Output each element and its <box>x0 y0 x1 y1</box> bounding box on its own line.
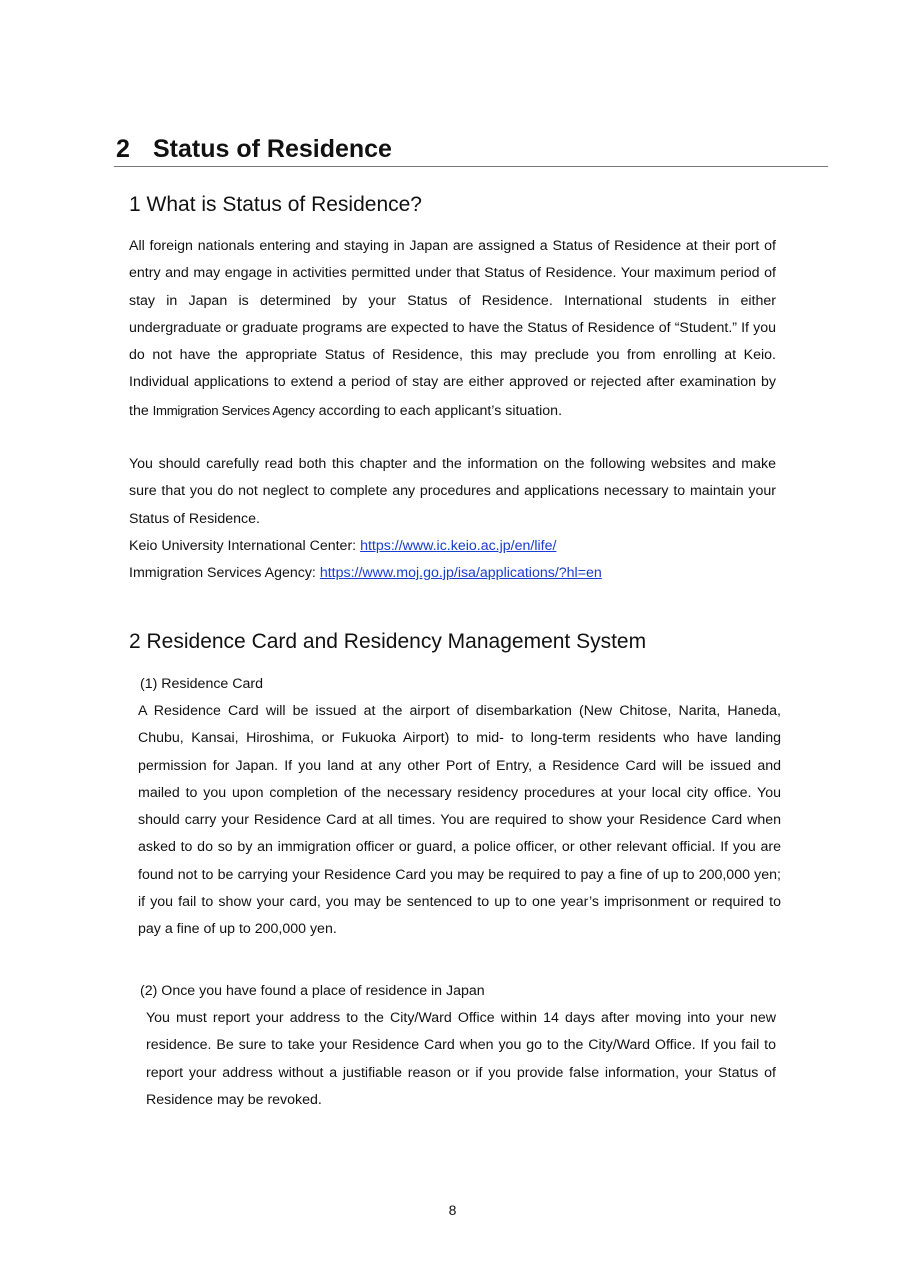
chapter-title <box>116 133 392 165</box>
subsection-1-heading: (1) Residence Card <box>140 676 264 692</box>
section-1-paragraph-1 <box>129 233 776 425</box>
subsection-2-heading: (2) Once you have found a place of residence in Japan <box>140 983 485 999</box>
page-number: 8 <box>448 1202 457 1218</box>
keio-center-label: Keio University International Center: <box>129 538 361 554</box>
subsection-1-text: A Residence Card will be issued at the airport of disembarkation (New Chitose, Narita, Haneda, Chubu, Kansai, Hiroshima, or Fukuoka Airport) to mid- to long-term residents who have landing permission for Japan. If you land at any other Port of Entry, a Residence Card will be issued and mailed to you upon completion of the necessary residency procedures at your local city office. You should carry your Residence Card at all times. You are required to show your Residence Card when asked to do so by an immigration officer or guard, a police officer, or other relevant official. If you are found not to be carrying your Residence Card you may be required to pay a fine of up to 200,000 yen; if you fail to show your card, you may be sentenced to up to one year’s imprisonment or required to pay a fine of up to 200,000 yen. <box>138 703 781 938</box>
chapter-title-text: Status of Residence <box>153 135 392 163</box>
keio-center-link[interactable]: https://www.ic.keio.ac.jp/en/life/ <box>360 538 557 554</box>
agency-name: Immigration Services Agency <box>152 402 315 418</box>
immigration-agency-label: Immigration Services Agency: <box>129 565 320 581</box>
paragraph-text: according to each applicant’s situation. <box>314 402 563 419</box>
immigration-agency-line <box>129 560 776 587</box>
section-1-paragraph-2: You should carefully read both this chapter and the information on the following websites and make sure that you do not neglect to complete any procedures and applications necessary to maintain your Status of Residence. <box>129 456 776 527</box>
paragraph-text: All foreign nationals entering and staying in Japan are assigned a Status of Residence at their port of entry and may engage in activities permitted under that Status of Residence. Your maximum period of stay in Japan is determined by your Status of Residence. International students in either undergraduate or graduate programs are expected to have the Status of Residence of “Student.” If you do not have the appropriate Status of Residence, this may preclude you from enrolling at Keio. Individual applications to extend a period of stay are either approved or rejected after examination by the <box>129 238 776 419</box>
subsection-2-text: You must report your address to the City/Ward Office within 14 days after moving into your new residence. Be sure to take your Residence Card when you go to the City/Ward Office. If you fail to report your address without a justifiable reason or if you provide false information, your Status of Residence may be revoked. <box>146 1010 776 1108</box>
chapter-number: 2 <box>116 135 130 163</box>
section-1-title: 1 What is Status of Residence? <box>129 193 422 216</box>
chapter-divider <box>114 166 828 167</box>
keio-center-line <box>129 533 776 560</box>
section-2-title: 2 Residence Card and Residency Management System <box>129 630 647 653</box>
immigration-agency-link[interactable]: https://www.moj.go.jp/isa/applications/?hl=en <box>319 565 602 581</box>
